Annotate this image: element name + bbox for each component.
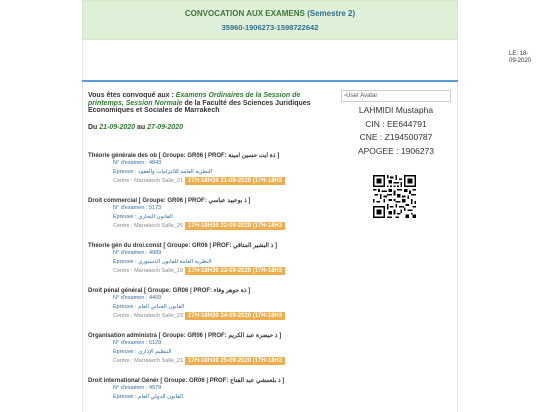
exam-centre-row [113, 267, 333, 276]
intro-exams-type: Examens Ordinaires de la Session de printemps, Session Normale [88, 92, 301, 107]
header-spacer [82, 40, 458, 80]
exam-centre-label: Centre : [113, 268, 135, 274]
exam-number: 4979 [148, 385, 162, 391]
exam-number-row [113, 204, 333, 213]
exam-number: 4843 [148, 160, 162, 166]
exam-number-row [113, 294, 333, 303]
exam-period [88, 124, 183, 131]
exam-item [88, 377, 333, 402]
exam-epreuve-label: Epreuve : [113, 394, 139, 400]
avatar-alt-text: User Avatar [346, 93, 378, 99]
exam-centre-row [113, 312, 333, 321]
exam-name: Droit international Génér [ Groupe: GR06 | PROF: ذ بلعمشي عبد الفتاح ] [88, 378, 285, 384]
exam-centre: Marrakech Salle_23 [134, 313, 184, 319]
header-title [83, 9, 457, 18]
student-cin: CIN : EE644791 [365, 118, 427, 129]
exam-epreuve-row [113, 168, 333, 177]
exam-time-badge: 17H-18H30 23-09-2020 (17H-18H3 [185, 267, 285, 275]
exam-centre: Marrakech Salle_21 [134, 358, 184, 364]
period-end: 27-09-2020 [147, 124, 183, 131]
exam-number-row [113, 159, 333, 168]
exam-centre-row [113, 357, 333, 366]
exam-epreuve-label: Epreuve : [113, 349, 139, 355]
exam-epreuve-row [113, 258, 333, 267]
exam-centre: Marrakech Salle_21 [134, 178, 184, 184]
header-session: (Semestre 2) [307, 9, 356, 18]
header-title-text: CONVOCATION AUX EXAMENS [184, 9, 305, 18]
exam-number-row [113, 384, 333, 393]
exam-item [88, 152, 333, 186]
qr-code-icon [373, 175, 416, 218]
exam-centre: Marrakech Salle_19 [134, 268, 184, 274]
intro-prefix: Vous êtes convoqué aux : [88, 92, 176, 99]
exam-epreuve: القانون التجاري [138, 214, 173, 220]
exam-epreuve-row [113, 393, 333, 402]
exam-number-label: N° d'examen : [113, 250, 149, 256]
exam-epreuve-row [113, 348, 333, 357]
exam-epreuve: النظرية العامة للالتزامات والعقود [138, 169, 213, 175]
exam-centre: Marrakech Salle_25 [134, 223, 184, 229]
student-info [341, 104, 451, 158]
exam-name: Théorie générale des ob [ Groupe: GR06 | PROF: ذة ايت حسين امينة ] [88, 153, 280, 159]
exam-centre-label: Centre : [113, 313, 135, 319]
exam-name: Théorie gén du droi.const [ Groupe: GR06 | PROF: ذ البشير المتاقي ] [88, 243, 277, 249]
student-cne: CNE : Z194500787 [359, 132, 433, 143]
exam-centre-label: Centre : [113, 178, 135, 184]
exam-number-label: N° d'examen : [113, 385, 149, 391]
exam-number-label: N° d'examen : [113, 205, 149, 211]
exam-number-label: N° d'examen : [113, 340, 149, 346]
convocation-header [82, 0, 458, 40]
exam-number-label: N° d'examen : [113, 160, 149, 166]
exam-centre-row [113, 177, 333, 186]
period-du: Du [88, 124, 100, 131]
exam-epreuve: القانون الدولي العام [138, 394, 184, 400]
exam-number: 4409 [148, 295, 162, 301]
exam-epreuve: التنظيم الإداري [138, 349, 172, 355]
exam-centre-label: Centre : [113, 223, 135, 229]
exam-name: Droit pénal général [ Groupe: GR06 | PROF: ذة جوهر وفاء ] [88, 288, 251, 294]
period-au: au [135, 124, 148, 131]
exam-item [88, 287, 333, 321]
user-avatar-icon: ▫ [344, 93, 347, 99]
exam-name: Droit commercial [ Groupe: GR06 | PROF: ذ بوعبيد عباسي ] [88, 198, 251, 204]
exam-name: Organisation administra [ Groupe: GR06 | PROF: ذ حيضرة عبد الكريم ] [88, 333, 282, 339]
exam-number-row [113, 249, 333, 258]
student-name: LAHMIDI Mustapha [358, 105, 434, 115]
student-apogee: APOGEE : 1906273 [357, 145, 435, 156]
exam-time-badge: 17H-18H30 25-09-2020 (17H-18H3 [185, 357, 285, 365]
exam-epreuve-label: Epreuve : [113, 214, 139, 220]
exam-centre-label: Centre : [113, 358, 135, 364]
exam-epreuve-row [113, 303, 333, 312]
exam-number: 5129 [148, 340, 162, 346]
exam-epreuve-label: Epreuve : [113, 259, 139, 265]
exam-number-label: N° d'examen : [113, 295, 149, 301]
exam-time-badge: 17H-18H30 22-09-2020 (17H-18H3 [185, 222, 285, 230]
period-start: 21-09-2020 [99, 124, 136, 131]
exam-epreuve: القانون الجنائي العام [138, 304, 185, 310]
intro-text [88, 92, 328, 115]
exam-item [88, 242, 333, 276]
exam-time-badge: 17H-18H30 21-09-2020 (17H-18H3 [185, 177, 285, 185]
intro-faculty: de la Faculté des Sciences Juridiques Economiques et Sociales de Marrakech [88, 99, 311, 115]
exam-epreuve: النظرية العامة للقانون الدستوري [138, 259, 212, 265]
header-ref: 35960-1906273-1598722642 [221, 23, 319, 32]
user-avatar [341, 90, 451, 102]
exam-item [88, 332, 333, 366]
exam-centre-row [113, 222, 333, 231]
exam-time-badge: 17H-18H30 24-09-2020 (17H-18H3 [185, 312, 285, 320]
exam-item [88, 197, 333, 231]
exam-number-row [113, 339, 333, 348]
exam-epreuve-row [113, 213, 333, 222]
exam-number: 4989 [148, 250, 162, 256]
exam-number: 5173 [148, 205, 162, 211]
exam-epreuve-label: Epreuve : [113, 169, 139, 175]
print-date: LE: 18-09-2020 [509, 51, 532, 64]
exam-epreuve-label: Epreuve : [113, 304, 139, 310]
